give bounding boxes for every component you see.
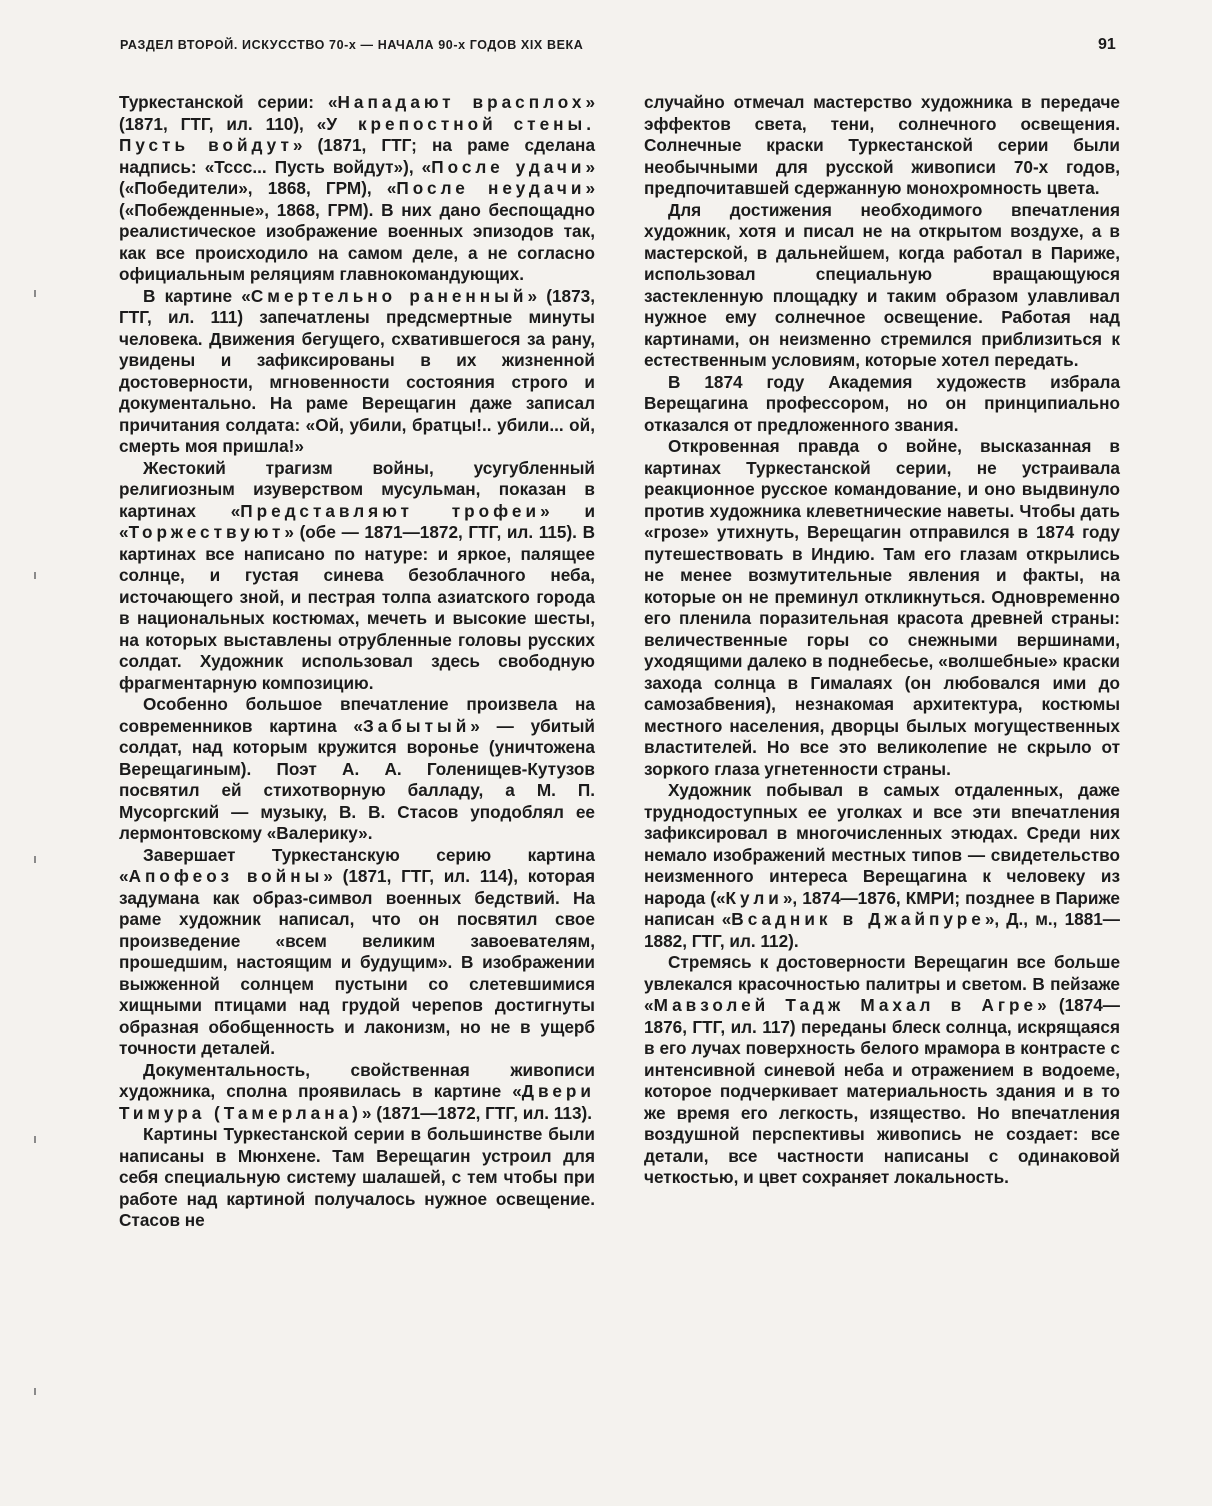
artwork-title: Всадник в Джайпуре <box>731 909 985 929</box>
paragraph: Стремясь к достоверности Верещагин все больше увлекался красочностью палитры и светом. В пейзаже «Мавзолей Тадж Махал в Агре» (1874—1876, ГТГ, ил. 117) переданы блеск солнца, искрящаяся в его лучах поверхность белого мрамора в контрасте с интенсивной синевой неба и отражением в водоеме, которое подчеркивает материальность здания и в то же время его легкость, изящество. Но впечатления воздушной перспективы живопись не создает: все детали, все частности написаны с одинаковой четкостью, и цвет сохраняет локальность. <box>644 952 1120 1187</box>
paragraph: случайно отмечал мастерство художника в передаче эффектов света, тени, солнечного освещения. Солнечные краски Туркестанской серии были необычными для русской живописи 70-х годов, предпочитавшей сдержанную монохромность цвета. <box>644 92 1120 198</box>
paragraph: Жестокий трагизм войны, усугубленный религиозным изуверством мусульман, показан в картинах «Представляют трофеи» и «Торжествуют» (обе — 1871—1872, ГТГ, ил. 115). В картинах все написано по натуре: и яркое, палящее солнце, и густая синева безоблачного неба, источающего зной, и пестрая толпа азиатского города в национальных костюмах, мечеть и высокие шесты, на которых выставлены отрубленные головы русских солдат. Художник использовал здесь свободную фрагментарную композицию. <box>119 457 596 693</box>
scan-edge-mark <box>34 1388 36 1395</box>
paragraph: Особенно большое впечатление произвела на современников картина «Забытый» — убитый солдат, над которым кружится воронье (уничтожена Верещагиным). Поэт А. А. Голенищев-Кутузов посвятил ей стихотворную балладу, а М. П. Мусоргский — музыку, В. В. Стасов уподоблял ее лермонтовскому «Валерику». <box>119 694 595 843</box>
artwork-title: Смертельно раненный <box>250 285 528 306</box>
right-column <box>644 92 1120 1189</box>
scan-edge-mark <box>34 572 36 579</box>
artwork-title: Забытый <box>362 715 471 736</box>
paragraph: Для достижения необходимого впечатления художник, хотя и писал не на открытом воздухе, а в мастерской, в дальнейшем, когда работал в Париже, использовал специальную вращающуюся застекленную площадку и таким образом улавливал нужное ему солнечное освещение. Работая над картинами, он неизменно стремился приблизиться к естественным условиям, которые хотел передать. <box>644 199 1120 370</box>
paragraph: В 1874 году Академия художеств избрала Верещагина профессором, но он принципиально отказался от предложенного звания. <box>644 371 1120 435</box>
left-column <box>119 92 595 1232</box>
scan-edge-mark <box>34 290 36 297</box>
paragraph: Картины Туркестанской серии в большинстве были написаны в Мюнхене. Там Верещагин устроил для себя специальную систему шалашей, с тем чтобы при работе над картиной получалось нужное освещение. Стасов не <box>119 1124 595 1230</box>
artwork-title: Нападают врасплох <box>337 92 586 112</box>
artwork-title: Мавзолей Тадж Махал в Агре <box>653 995 1038 1015</box>
paragraph: Откровенная правда о войне, высказанная в картинах Туркестанской серии, не устраивала реакционное русское командование, и оно выдвинуло против художника клеветнические наветы. Чтобы дать «грозе» утихнуть, Верещагин отправился в 1874 году путешествовать в Индию. Там его глазам открылись не менее возмутительные явления и факты, на которые он не преминул откликнуться. Одновременно его пленила поразительная красота древней страны: величественные горы со снежными вершинами, уходящими далеко в поднебесье, «волшебные» краски захода солнца в Гималаях (он любовался ими до самозабвения), незнакомая архитектура, костюмы местного населения, дворцы былых могущественных властителей. Но все это великолепие не скрыло от зоркого глаза угнетенности страны. <box>644 436 1120 779</box>
paragraph: Туркестанской серии: «Нападают врасплох» (1871, ГТГ, ил. 110), «У крепостной стены. Пусть войдут» (1871, ГТГ; на раме сделана надпись: «Тссс... Пусть войдут»), «После удачи» («Победители», 1868, ГРМ), «После неудачи» («Побежденные», 1868, ГРМ). В них дано беспощадно реалистическое изображение военных эпизодов так, как все происходило на самом деле, а не согласно официальным реляциям главнокомандующих. <box>119 92 596 284</box>
paragraph: Художник побывал в самых отдаленных, даже труднодоступных ее уголках и все эти впечатления зафиксировал в многочисленных этюдах. Среди них немало изображений местных типов — свидетельство неизменного интереса Верещагина к человеку из народа («Кули», 1874—1876, КМРИ; позднее в Париже написан «Всадник в Джайпуре», Д., м., 1881—1882, ГТГ, ил. 112). <box>644 780 1120 951</box>
artwork-title: Апофеоз войны <box>128 866 324 886</box>
artwork-title: После неудачи <box>396 178 586 198</box>
paragraph: Документальность, свойственная живописи художника, сполна проявилась в картине «Двери Тимура (Тамерлана)» (1871—1872, ГТГ, ил. 113). <box>119 1059 595 1123</box>
artwork-title: Торжествуют <box>128 522 285 542</box>
paragraph: Завершает Туркестанскую серию картина «Апофеоз войны» (1871, ГТГ, ил. 114), которая задумана как образ-символ военных бедствий. На раме художник написал, что он посвятил свое произведение «всем великим завоевателям, прошедшим, настоящим и будущим». В изображении выжженной солнцем пустыни со слетевшимися хищными птицами над грудой черепов достигнуты образная обобщенность и лаконизм, но не в ущерб точности деталей. <box>119 844 596 1058</box>
paragraph: В картине «Смертельно раненный» (1873, ГТГ, ил. 111) запечатлены предсмертные минуты человека. Движения бегущего, схватившегося за рану, увидены и зафиксированы в их жизненной достоверности, мгновенности состояния строго и документально. На раме Верещагин даже записал причитания солдата: «Ой, убили, братцы!.. убили... ой, смерть моя пришла!» <box>119 285 595 456</box>
artwork-title: Представляют трофеи <box>240 500 541 521</box>
artwork-title: У крепостной стены. Пусть войдут <box>119 113 595 155</box>
running-title: РАЗДЕЛ ВТОРОЙ. ИСКУССТВО 70-х — НАЧАЛА 90-х ГОДОВ XIX ВЕКА <box>120 38 584 52</box>
artwork-title: Двери Тимура (Тамерлана) <box>119 1081 595 1123</box>
artwork-title: После удачи <box>431 156 586 177</box>
artwork-title: Кули <box>725 887 783 908</box>
scan-edge-mark <box>34 856 36 863</box>
scan-edge-mark <box>34 1136 36 1143</box>
page-number: 91 <box>1098 36 1116 53</box>
